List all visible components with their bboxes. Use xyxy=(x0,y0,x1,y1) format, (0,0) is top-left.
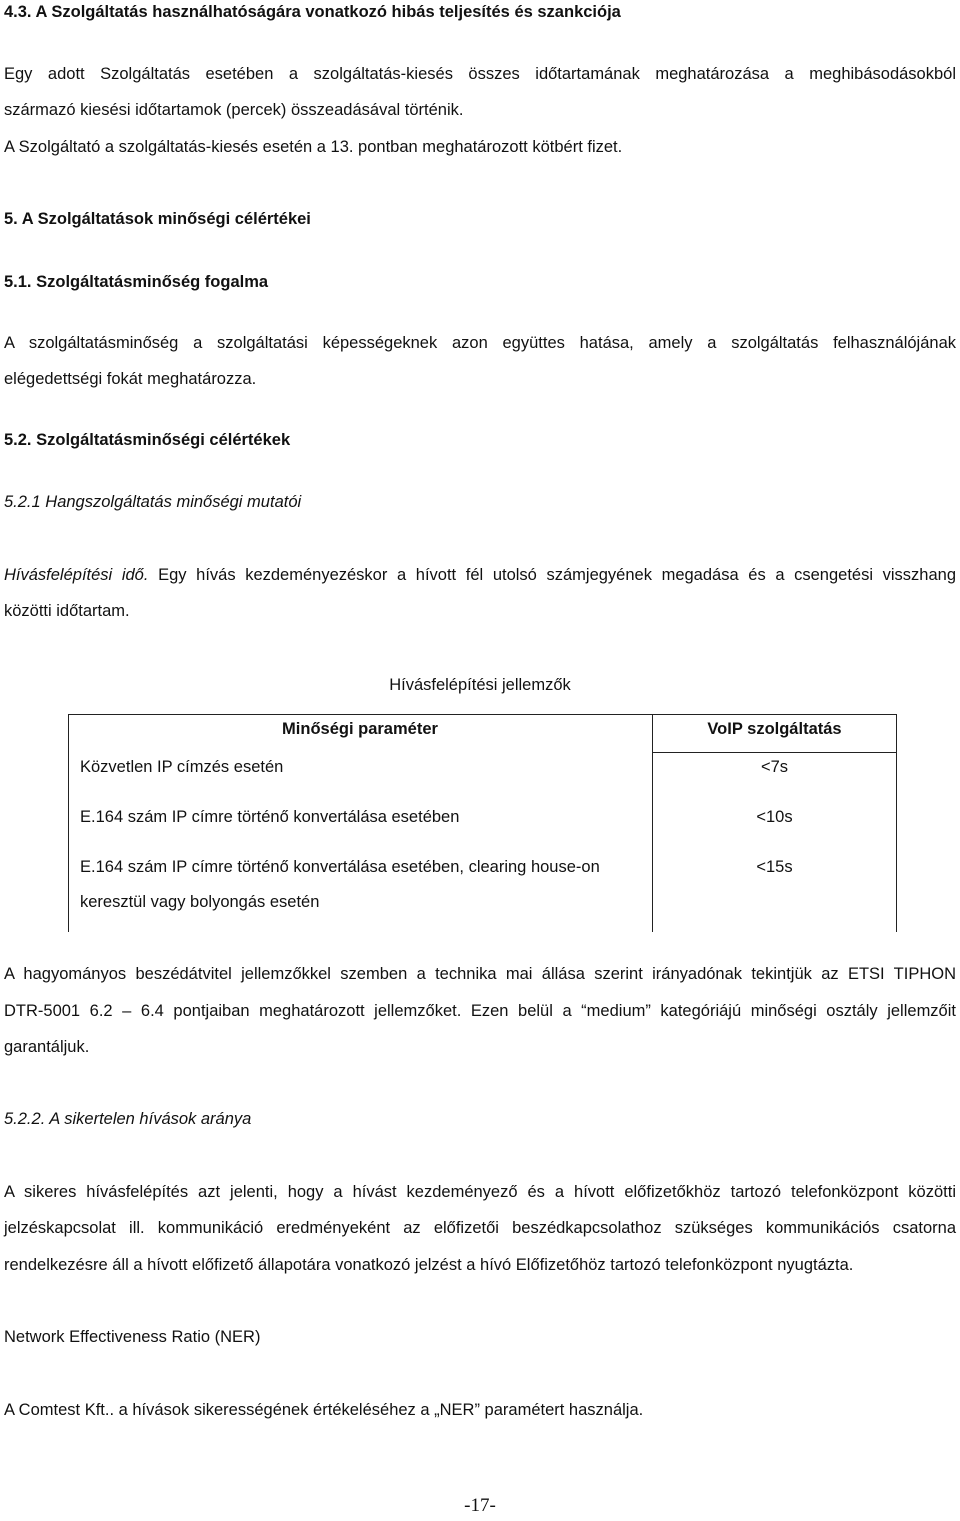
paragraph-line: garantáljuk. xyxy=(4,1038,90,1056)
table-header-param: Minőségi paraméter xyxy=(282,720,438,738)
definition-term: Hívásfelépítési idő. xyxy=(4,566,149,584)
definition-line xyxy=(4,557,956,593)
paragraph-line: A szolgáltatásminőség a szolgáltatási képességeknek azon együttes hatása, amely a szolgáltatás felhasználójának xyxy=(4,334,956,352)
table-row-value: <10s xyxy=(756,808,793,826)
table-row-value: <15s xyxy=(756,858,793,876)
table-row-param: E.164 szám IP címre történő konvertálása esetében, clearing house-on xyxy=(80,858,600,876)
paragraph-line: elégedettségi fokát meghatározza. xyxy=(4,370,257,388)
section-heading-5-2: 5.2. Szolgáltatásminőségi célértékek xyxy=(4,431,291,449)
ner-label: Network Effectiveness Ratio (NER) xyxy=(4,1328,261,1346)
paragraph: A Szolgáltató a szolgáltatás-kiesés esetén a 13. pontban meghatározott kötbért fizet. xyxy=(4,138,623,156)
page-number: -17- xyxy=(464,1495,496,1516)
table-title: Hívásfelépítési jellemzők xyxy=(389,676,571,694)
table-right-border xyxy=(896,714,897,932)
paragraph-line: A sikeres hívásfelépítés azt jelenti, hogy a hívást kezdeményező és a hívott előfizetőkhöz tartozó telefonközpont közötti xyxy=(4,1183,956,1201)
section-heading-4-3: 4.3. A Szolgáltatás használhatóságára vonatkozó hibás teljesítés és szankciója xyxy=(4,3,621,21)
call-setup-table xyxy=(68,714,897,932)
definition-line: közötti időtartam. xyxy=(4,602,130,620)
section-heading-5-2-2: 5.2.2. A sikertelen hívások aránya xyxy=(4,1110,252,1128)
definition-text: Egy hívás kezdeményezéskor a hívott fél utolsó számjegyének megadása és a csengetési visszhang xyxy=(148,566,957,584)
paragraph-line: Egy adott Szolgáltatás esetében a szolgáltatás-kiesés összes időtartamának meghatározása a meghibásodásokból xyxy=(4,65,956,83)
table-row-param: E.164 szám IP címre történő konvertálása esetében xyxy=(80,808,460,826)
section-heading-5: 5. A Szolgáltatások minőségi célértékei xyxy=(4,210,311,228)
paragraph-line: A hagyományos beszédátvitel jellemzőkkel szemben a technika mai állása szerint irányadónak tekintjük az ETSI TIPHON xyxy=(4,965,956,983)
section-heading-5-2-1: 5.2.1 Hangszolgáltatás minőségi mutatói xyxy=(4,493,302,511)
table-row-param: Közvetlen IP címzés esetén xyxy=(80,758,284,776)
paragraph-line: jelzéskapcsolat ill. kommunikáció eredményeként az előfizetői beszédkapcsolathoz szükséges kommunikációs csatorna xyxy=(4,1219,956,1237)
table-row-value: <7s xyxy=(760,758,789,776)
table-header-voip: VoIP szolgáltatás xyxy=(707,720,842,738)
paragraph-line: DTR-5001 6.2 – 6.4 pontjaiban meghatározott jellemzőket. Ezen belül a “medium” kategóriájú minőségi osztály jellemzőit xyxy=(4,1002,956,1020)
paragraph: A Comtest Kft.. a hívások sikerességének értékeléséhez a „NER” paramétert használja. xyxy=(4,1401,644,1419)
table-row-param: keresztül vagy bolyongás esetén xyxy=(80,893,320,911)
section-heading-5-1: 5.1. Szolgáltatásminőség fogalma xyxy=(4,273,269,291)
paragraph-line: rendelkezésre áll a hívott előfizető állapotára vonatkozó jelzést a hívó Előfizetőhöz tartozó telefonközpont nyugtázta. xyxy=(4,1256,854,1274)
paragraph-line: származó kiesési időtartamok (percek) összeadásával történik. xyxy=(4,101,464,119)
